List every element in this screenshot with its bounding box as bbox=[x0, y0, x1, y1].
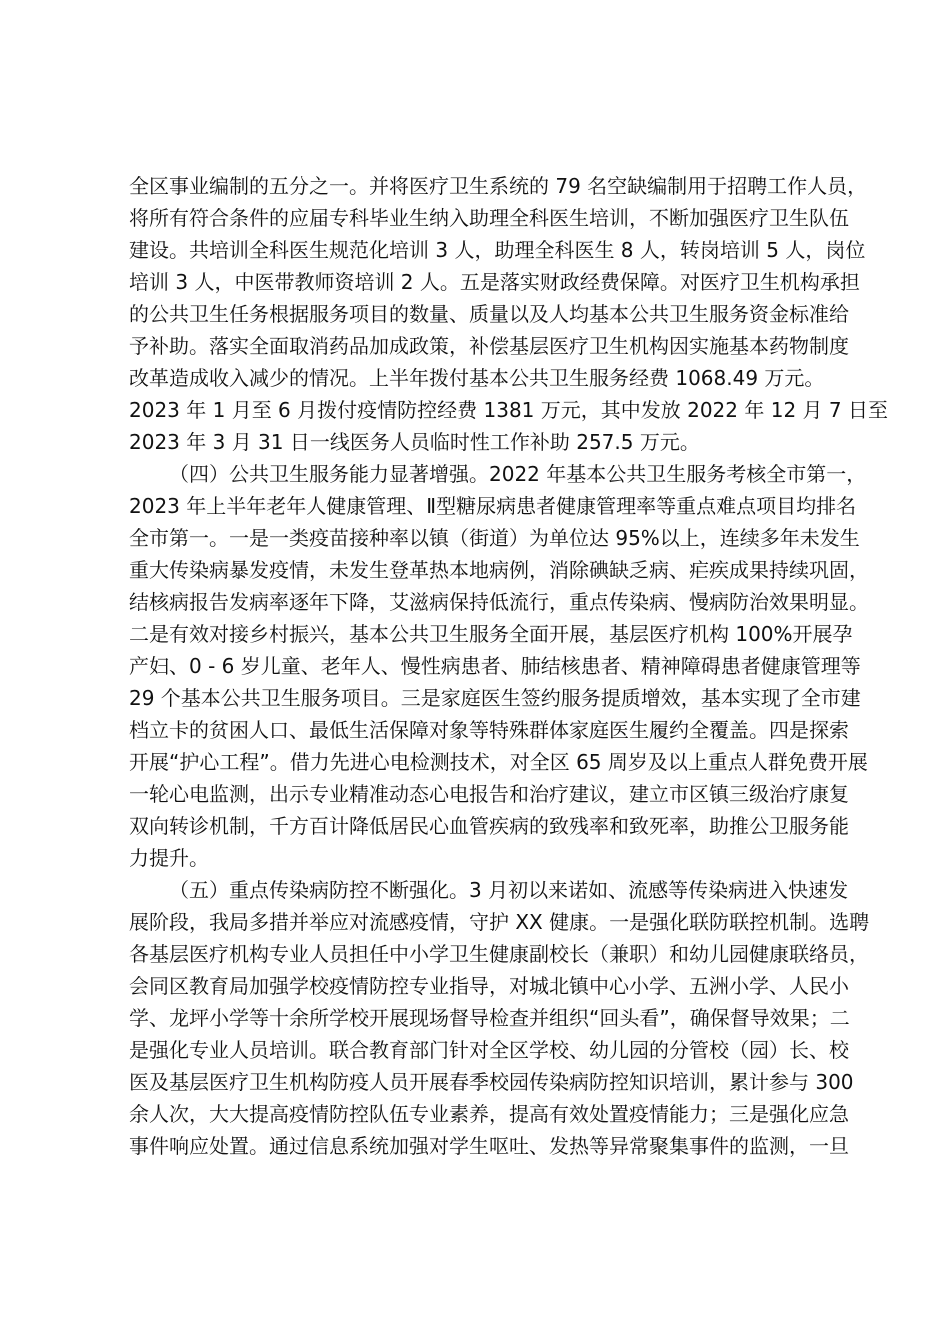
text-line: 学、龙坪小学等十余所学校开展现场督导检查并组织“回头看”，确保督导效果；二 bbox=[129, 1006, 850, 1030]
text-line: 2023 年 3 月 31 日一线医务人员临时性工作补助 257.5 万元。 bbox=[129, 430, 700, 454]
text-line: 全市第一。一是一类疫苗接种率以镇（街道）为单位达 95%以上，连续多年未发生 bbox=[129, 526, 860, 550]
text-line: 各基层医疗机构专业人员担任中小学卫生健康副校长（兼职）和幼儿园健康联络员， bbox=[129, 942, 869, 966]
text-line: 改革造成收入减少的情况。上半年拨付基本公共卫生服务经费 1068.49 万元。 bbox=[129, 366, 825, 390]
text-line: 双向转诊机制，千方百计降低居民心血管疾病的致残率和致死率，助推公卫服务能 bbox=[129, 814, 849, 838]
text-line: 结核病报告发病率逐年下降，艾滋病保持低流行，重点传染病、慢病防治效果明显。 bbox=[129, 590, 869, 614]
text-line: 重大传染病暴发疫情，未发生登革热本地病例，消除碘缺乏病、疟疾成果持续巩固， bbox=[129, 558, 869, 582]
text-line: 2023 年 1 月至 6 月拨付疫情防控经费 1381 万元，其中发放 2022 年 12 月 7 日至 bbox=[129, 398, 888, 422]
section-heading-line: （五）重点传染病防控不断强化。3 月初以来诺如、流感等传染病进入快速发 bbox=[169, 878, 849, 902]
text-line: 余人次，大大提高疫情防控队伍专业素养，提高有效处置疫情能力；三是强化应急 bbox=[129, 1102, 849, 1126]
text-line: 的公共卫生任务根据服务项目的数量、质量以及人均基本公共卫生服务资金标准给 bbox=[129, 302, 849, 326]
text-line: 一轮心电监测，出示专业精准动态心电报告和治疗建议，建立市区镇三级治疗康复 bbox=[129, 782, 849, 806]
text-line: 将所有符合条件的应届专科毕业生纳入助理全科医生培训，不断加强医疗卫生队伍 bbox=[129, 206, 849, 230]
text-line: 培训 3 人，中医带教师资培训 2 人。五是落实财政经费保障。对医疗卫生机构承担 bbox=[129, 270, 860, 294]
text-line: 档立卡的贫困人口、最低生活保障对象等特殊群体家庭医生履约全覆盖。四是探索 bbox=[129, 718, 849, 742]
text-line: 是强化专业人员培训。联合教育部门针对全区学校、幼儿园的分管校（园）长、校 bbox=[129, 1038, 849, 1062]
text-line: 29 个基本公共卫生服务项目。三是家庭医生签约服务提质增效，基本实现了全市建 bbox=[129, 686, 861, 710]
text-line: 予补助。落实全面取消药品加成政策，补偿基层医疗卫生机构因实施基本药物制度 bbox=[129, 334, 849, 358]
text-line: 展阶段，我局多措并举应对流感疫情，守护 XX 健康。一是强化联防联控机制。选聘 bbox=[129, 910, 870, 934]
text-line: 二是有效对接乡村振兴，基本公共卫生服务全面开展，基层医疗机构 100%开展孕 bbox=[129, 622, 853, 646]
text-line: 力提升。 bbox=[129, 846, 209, 870]
text-line: 开展“护心工程”。借力先进心电检测技术，对全区 65 周岁及以上重点人群免费开展 bbox=[129, 750, 868, 774]
body-text bbox=[129, 170, 888, 1162]
section-heading-line: （四）公共卫生服务能力显著增强。2022 年基本公共卫生服务考核全市第一， bbox=[169, 462, 867, 486]
text-line: 会同区教育局加强学校疫情防控专业指导，对城北镇中心小学、五洲小学、人民小 bbox=[129, 974, 849, 998]
text-line: 全区事业编制的五分之一。并将医疗卫生系统的 79 名空缺编制用于招聘工作人员， bbox=[129, 174, 868, 198]
text-line: 产妇、0 - 6 岁儿童、老年人、慢性病患者、肺结核患者、精神障碍患者健康管理等 bbox=[129, 654, 861, 678]
text-line: 医及基层医疗卫生机构防疫人员开展春季校园传染病防控知识培训，累计参与 300 bbox=[129, 1070, 854, 1094]
text-line: 2023 年上半年老年人健康管理、Ⅱ型糖尿病患者健康管理率等重点难点项目均排名 bbox=[129, 494, 857, 518]
text-line: 建设。共培训全科医生规范化培训 3 人，助理全科医生 8 人，转岗培训 5 人，岗位 bbox=[129, 238, 866, 262]
text-line: 事件响应处置。通过信息系统加强对学生呕吐、发热等异常聚集事件的监测，一旦 bbox=[129, 1134, 849, 1158]
